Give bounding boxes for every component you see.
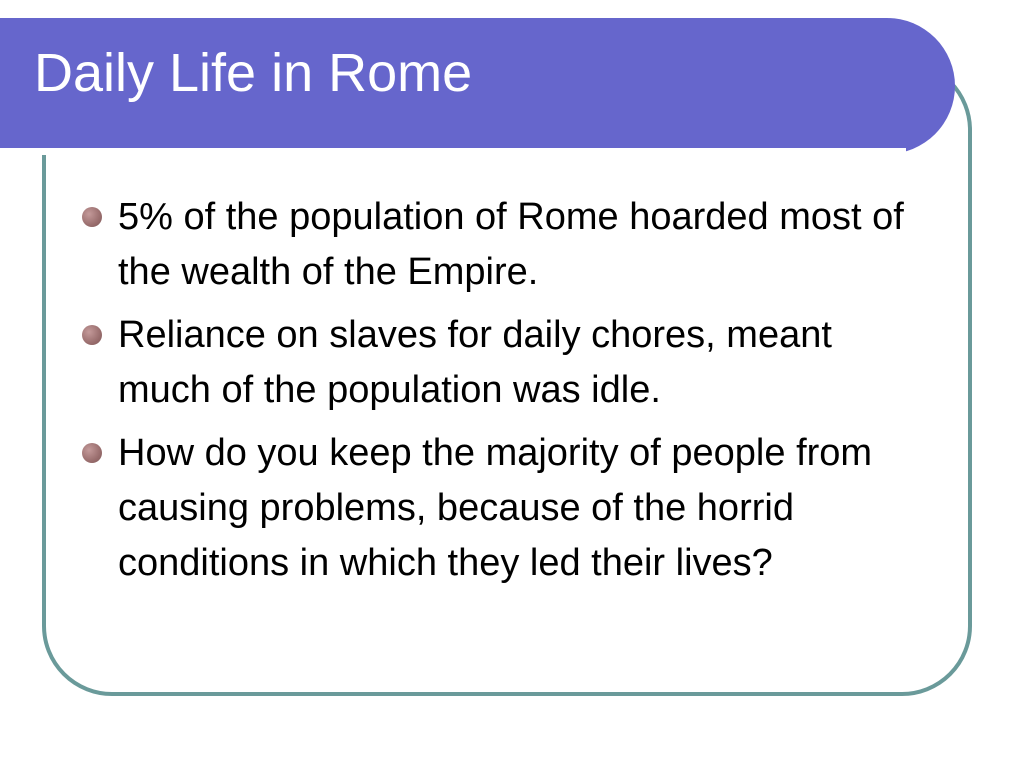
bullet-item [80, 426, 930, 591]
title-underline-stripe [0, 148, 906, 155]
slide-title: Daily Life in Rome [34, 43, 473, 103]
bullet-icon [82, 325, 102, 345]
bullet-item [80, 190, 930, 300]
bullet-list [80, 190, 930, 599]
bullet-icon [82, 207, 102, 227]
bullet-text: How do you keep the majority of people from causing problems, because of the horrid conditions in which they led their lives? [118, 432, 873, 584]
bullet-icon [82, 443, 102, 463]
bullet-text: 5% of the population of Rome hoarded most of the wealth of the Empire. [118, 196, 904, 293]
bullet-text: Reliance on slaves for daily chores, meant much of the population was idle. [118, 314, 832, 411]
bullet-item [80, 308, 930, 418]
